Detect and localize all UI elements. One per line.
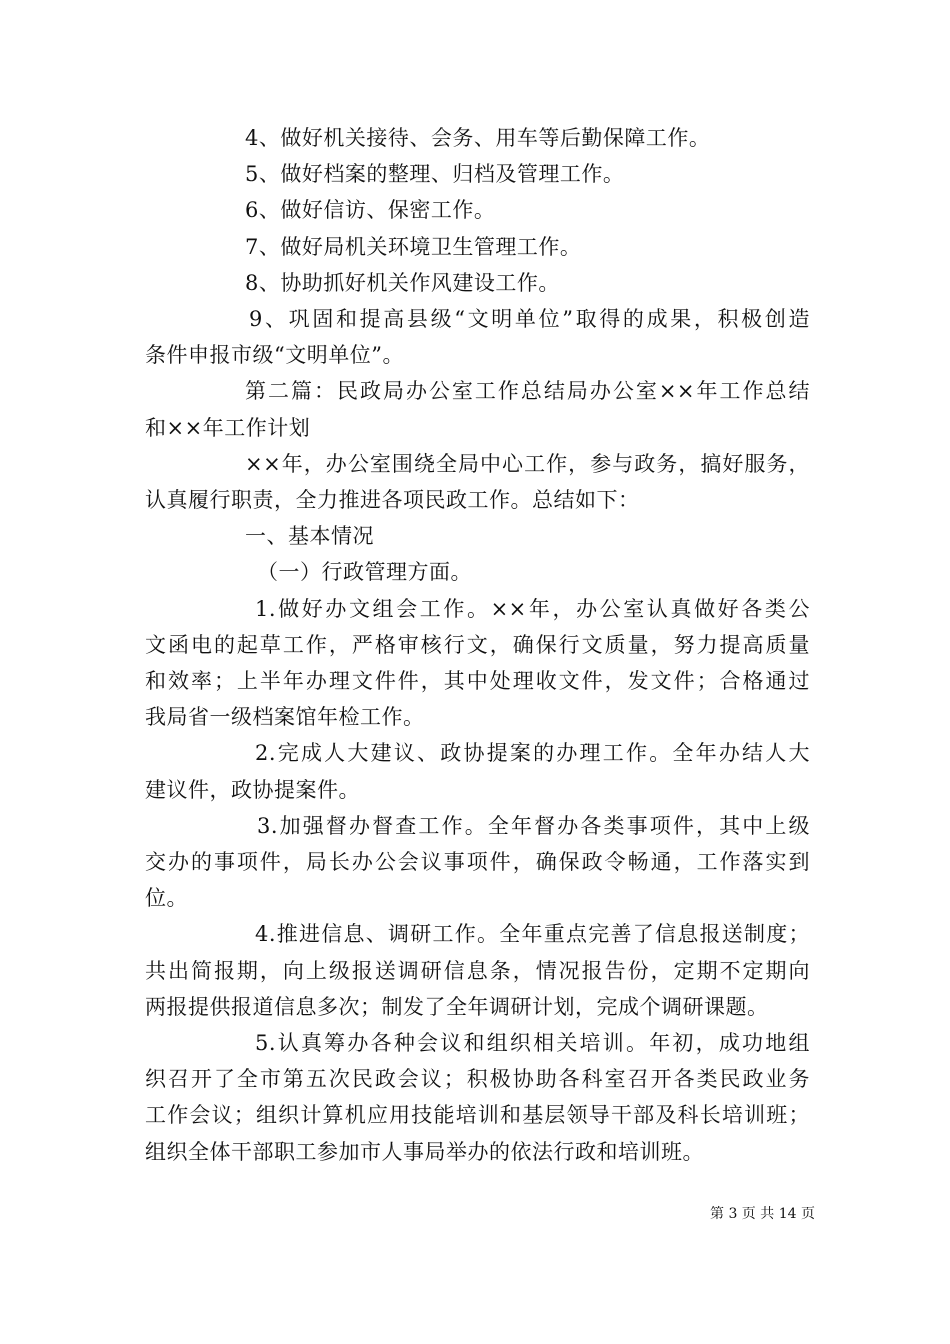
- list-item-9-line-1: 9、巩固和提高县级“文明单位”取得的成果，积极创造: [249, 307, 810, 332]
- paragraph-2-line-2: 建议件，政协提案件。: [145, 777, 360, 802]
- paragraph-5-line-1: 5.认真筹办各种会议和组织相关培训。年初，成功地组: [255, 1031, 810, 1056]
- paragraph-1-line-1: 1.做好办文组会工作。××年，办公室认真做好各类公: [255, 596, 810, 621]
- list-item: 5、做好档案的整理、归档及管理工作。: [245, 162, 625, 187]
- paragraph-5-line-4: 组织全体干部职工参加市人事局举办的依法行政和培训班。: [145, 1139, 704, 1164]
- list-item: 8、协助抓好机关作风建设工作。: [245, 270, 560, 295]
- paragraph-3: [145, 808, 810, 917]
- paragraph-4: [145, 916, 810, 1025]
- paragraph-1-line-3: 和效率；上半年办理文件件，其中处理收文件，发文件；合格通过: [145, 669, 810, 694]
- list-item: 6、做好信访、保密工作。: [245, 198, 496, 223]
- section-title-line-2: 和××年工作计划: [145, 415, 311, 440]
- intro-line-2: 认真履行职责，全力推进各项民政工作。总结如下：: [145, 488, 640, 513]
- paragraph-2: [145, 735, 810, 807]
- paragraph-4-line-3: 两报提供报道信息多次；制发了全年调研计划，完成个调研课题。: [145, 994, 769, 1019]
- paragraph-4-line-2: 共出简报期，向上级报送调研信息条，情况报告份，定期不定期向: [145, 958, 810, 983]
- paragraph-3-line-1: 3.加强督办督查工作。全年督办各类事项件，其中上级: [257, 813, 810, 838]
- paragraph-1-line-4: 我局省一级档案馆年检工作。: [145, 705, 425, 730]
- section-title: [145, 373, 810, 445]
- paragraph-3-line-2: 交办的事项件，局长办公会议事项件，确保政令畅通，工作落实到: [145, 850, 810, 875]
- intro-paragraph: [145, 446, 810, 518]
- paragraph-2-line-1: 2.完成人大建议、政协提案的办理工作。全年办结人大: [255, 741, 810, 766]
- paragraph-4-line-1: 4.推进信息、调研工作。全年重点完善了信息报送制度；: [255, 922, 810, 947]
- list-item-9: [145, 301, 810, 373]
- list-item: 7、做好局机关环境卫生管理工作。: [245, 234, 582, 259]
- paragraph-1-line-2: 文函电的起草工作，严格审核行文，确保行文质量，努力提高质量: [145, 632, 810, 657]
- list-item-9-line-2: 条件申报市级“文明单位”。: [145, 343, 404, 368]
- paragraph-5-line-2: 织召开了全市第五次民政会议；积极协助各科室召开各类民政业务: [145, 1067, 810, 1092]
- intro-line-1: ××年，办公室围绕全局中心工作，参与政务，搞好服务，: [245, 451, 810, 476]
- paragraph-1: [145, 591, 810, 736]
- paragraph-5: [145, 1025, 810, 1170]
- list-item: 4、做好机关接待、会务、用车等后勤保障工作。: [245, 126, 711, 150]
- heading-basic-situation: 一、基本情况: [245, 524, 374, 549]
- document-body: [145, 120, 810, 1170]
- section-title-line-1: 第二篇：民政局办公室工作总结局办公室××年工作总结: [245, 379, 810, 404]
- paragraph-5-line-3: 工作会议；组织计算机应用技能培训和基层领导干部及科长培训班；: [145, 1103, 810, 1128]
- page-number: 第 3 页 共 14 页: [710, 1206, 815, 1222]
- subheading-admin: （一）行政管理方面。: [257, 560, 472, 585]
- paragraph-3-line-3: 位。: [145, 886, 188, 911]
